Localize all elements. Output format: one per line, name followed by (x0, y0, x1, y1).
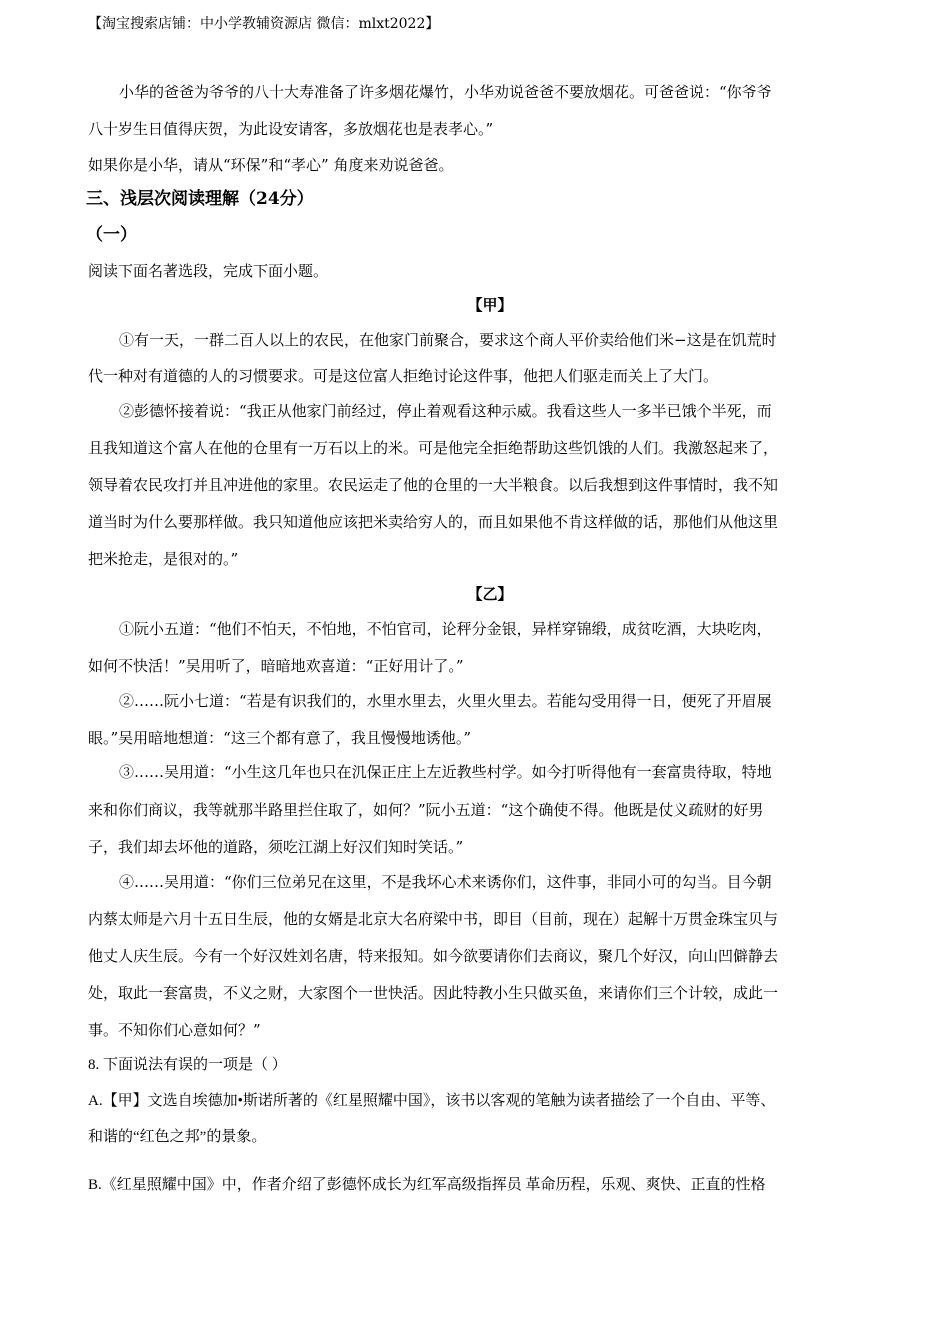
passage-yi-line: 子，我们却去坏他的道路，须吃江湖上好汉们知时笑话。” (88, 838, 464, 856)
passage-jia-line: 代一种对有道德的人的习惯要求。可是这位富人拒绝讨论这件事，他把人们驱走而关上了大门。 (88, 367, 719, 385)
intro-line-1: 小华的爸爸为爷爷的八十大寿准备了许多烟花爆竹，小华劝说爸爸不要放烟花。可爸爸说：“你爷爷 (119, 83, 772, 101)
part-title: （一） (86, 225, 137, 245)
passage-jia-title: 【甲】 (467, 296, 513, 314)
passage-yi-line: 来和你们商议，我等就那半路里拦住取了，如何？”阮小五道：“这个确使不得。他既是仗义疏财的好男 (88, 801, 764, 819)
reading-instruction: 阅读下面名著选段，完成下面小题。 (88, 262, 329, 280)
passage-jia-line: ①有一天，一群二百人以上的农民，在他家门前聚合，要求这个商人平价卖给他们米−这是在饥荒时 (119, 331, 777, 349)
passage-yi-line: 处，取此一套富贵，不义之财，大家图个一世快活。因此特教小生只做买鱼，来请你们三个计较，成此一 (88, 984, 779, 1002)
passage-yi-line: ③……吴用道：“小生这几年也只在㲹保正庄上左近教些村学。如今打听得他有一套富贵待取，特地 (119, 763, 772, 781)
passage-yi-line: 如何不快活！”吴用听了，暗暗地欢喜道：“正好用计了。” (88, 657, 464, 675)
passage-jia-line: ②彭德怀接着说：“我正从他家门前经过，停止着观看这种示威。我看这些人一多半已饿个半死，而 (119, 402, 772, 420)
question-8-stem: 8. 下面说法有误的一项是（ ） (88, 1057, 287, 1073)
passage-yi-line: 事。不知你们心意如何？” (88, 1021, 261, 1039)
passage-jia-line: 且我知道这个富人在他的仓里有一万石以上的米。可是他完全拒绝帮助这些饥饿的人们。我激怒起来了， (88, 439, 779, 457)
passage-yi-title: 【乙】 (467, 585, 513, 603)
passage-yi-line: 内蔡太师是六月十五日生辰，他的女婿是北京大名府梁中书，即目（目前，现在）起解十万贯金珠宝贝与 (88, 910, 779, 928)
passage-jia-line: 领导着农民攻打并且冲进他的家里。农民运走了他的仓里的一大半粮食。以后我想到这件事情时，我不知 (88, 476, 779, 494)
question-8-option-a: A.【甲】文选自埃德加•斯诺所著的《红星照耀中国》，该书以客观的笔触为读者描绘了一个自由、平等、 (88, 1093, 776, 1109)
question-8-option-a-cont: 和谐的“红色之邦”的景象。 (88, 1129, 267, 1145)
page-header: 【淘宝搜索店铺：中小学教辅资源店 微信：mlxt2022】 (88, 16, 440, 32)
passage-jia-line: 道当时为什么要那样做。我只知道他应该把米卖给穷人的，而且如果他不肯这样做的话，那他们从他这里 (88, 513, 779, 531)
section-title: 三、浅层次阅读理解（24分） (86, 189, 314, 209)
passage-yi-line: 眼。”吴用暗地想道：“这三个都有意了，我且慢慢地诱他。” (88, 729, 472, 747)
passage-yi-line: ④……吴用道：“你们三位弟兄在这里，不是我坏心术来诱你们，这件事，非同小可的勾当。目今朝 (119, 873, 772, 891)
passage-yi-line: ②……阮小七道：“若是有识我们的，水里水里去，火里火里去。若能勾受用得一日，便死了开眉展 (119, 692, 772, 710)
question-8-option-b: B.《红星照耀中国》中，作者介绍了彭德怀成长为红军高级指挥员 革命历程，乐观、爽快、正直的性格 (88, 1177, 766, 1193)
passage-jia-line: 把米抢走，是很对的。” (88, 550, 239, 568)
passage-yi-line: ①阮小五道：“他们不怕天，不怕地，不怕官司，论秤分金银，异样穿锦缎，成贫吃酒，大块吃肉， (119, 620, 772, 638)
intro-line-3: 如果你是小华，请从“环保”和“孝心” 角度来劝说爸爸。 (88, 156, 454, 174)
passage-yi-line: 他丈人庆生辰。今有一个好汉姓刘名唐，特来报知。如今欲要请你们去商议，聚几个好汉，向山凹僻静去 (88, 947, 779, 965)
intro-line-2: 八十岁生日值得庆贺，为此设安请客，多放烟花也是表孝心。” (88, 120, 494, 138)
